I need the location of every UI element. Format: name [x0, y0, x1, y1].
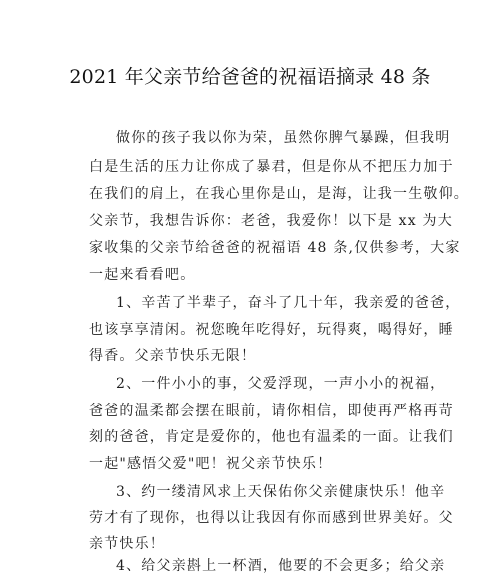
paragraph-line: 家收集的父亲节给爸爸的祝福语 48 条,仅供参考，大家: [89, 240, 461, 256]
paragraph-line: 3、约一缕清风求上天保佑你父亲健康快乐！他辛: [116, 484, 446, 500]
paragraph-line: 也该享享清闲。祝您晚年吃得好，玩得爽，喝得好，睡: [89, 322, 454, 338]
paragraph-line: 1、辛苦了半辈子，奋斗了几十年，我亲爱的爸爸，: [116, 295, 461, 311]
paragraph-line: 爸爸的温柔都会摆在眼前，请你相信，即使再严格再苛: [89, 403, 454, 419]
paragraph-line: 在我们的肩上，在我心里你是山，是海，让我一生敬仰。: [89, 186, 469, 202]
paragraph-line: 2、一件小小的事，父爱浮现，一声小小的祝福，: [116, 376, 446, 392]
paragraph-line: 一起"感悟父爱"吧！祝父亲节快乐！: [89, 456, 333, 472]
document-title: 2021 年父亲节给爸爸的祝福语摘录 48 条: [69, 66, 431, 88]
paragraph-line: 劳才有了现你，也得以让我因有你而感到世界美好。父: [89, 510, 454, 526]
paragraph-line: 做你的孩子我以你为荣，虽然你脾气暴躁，但我明: [116, 130, 451, 146]
paragraph-line: 一起来看看吧。: [89, 267, 196, 283]
paragraph-line: 4、给父亲斟上一杯酒，他要的不会更多；给父亲: [116, 558, 446, 574]
paragraph-line: 亲节快乐！: [89, 536, 165, 552]
paragraph-line: 父亲节，我想告诉你：老爸，我爱你！以下是 xx 为大: [89, 213, 453, 229]
paragraph-line: 得香。父亲节快乐无限！: [89, 348, 257, 364]
paragraph-line: 刻的爸爸，肯定是爱你的，他也有温柔的一面。让我们: [89, 429, 454, 445]
paragraph-line: 白是生活的压力让你成了暴君，但是你从不把压力加于: [89, 159, 454, 175]
